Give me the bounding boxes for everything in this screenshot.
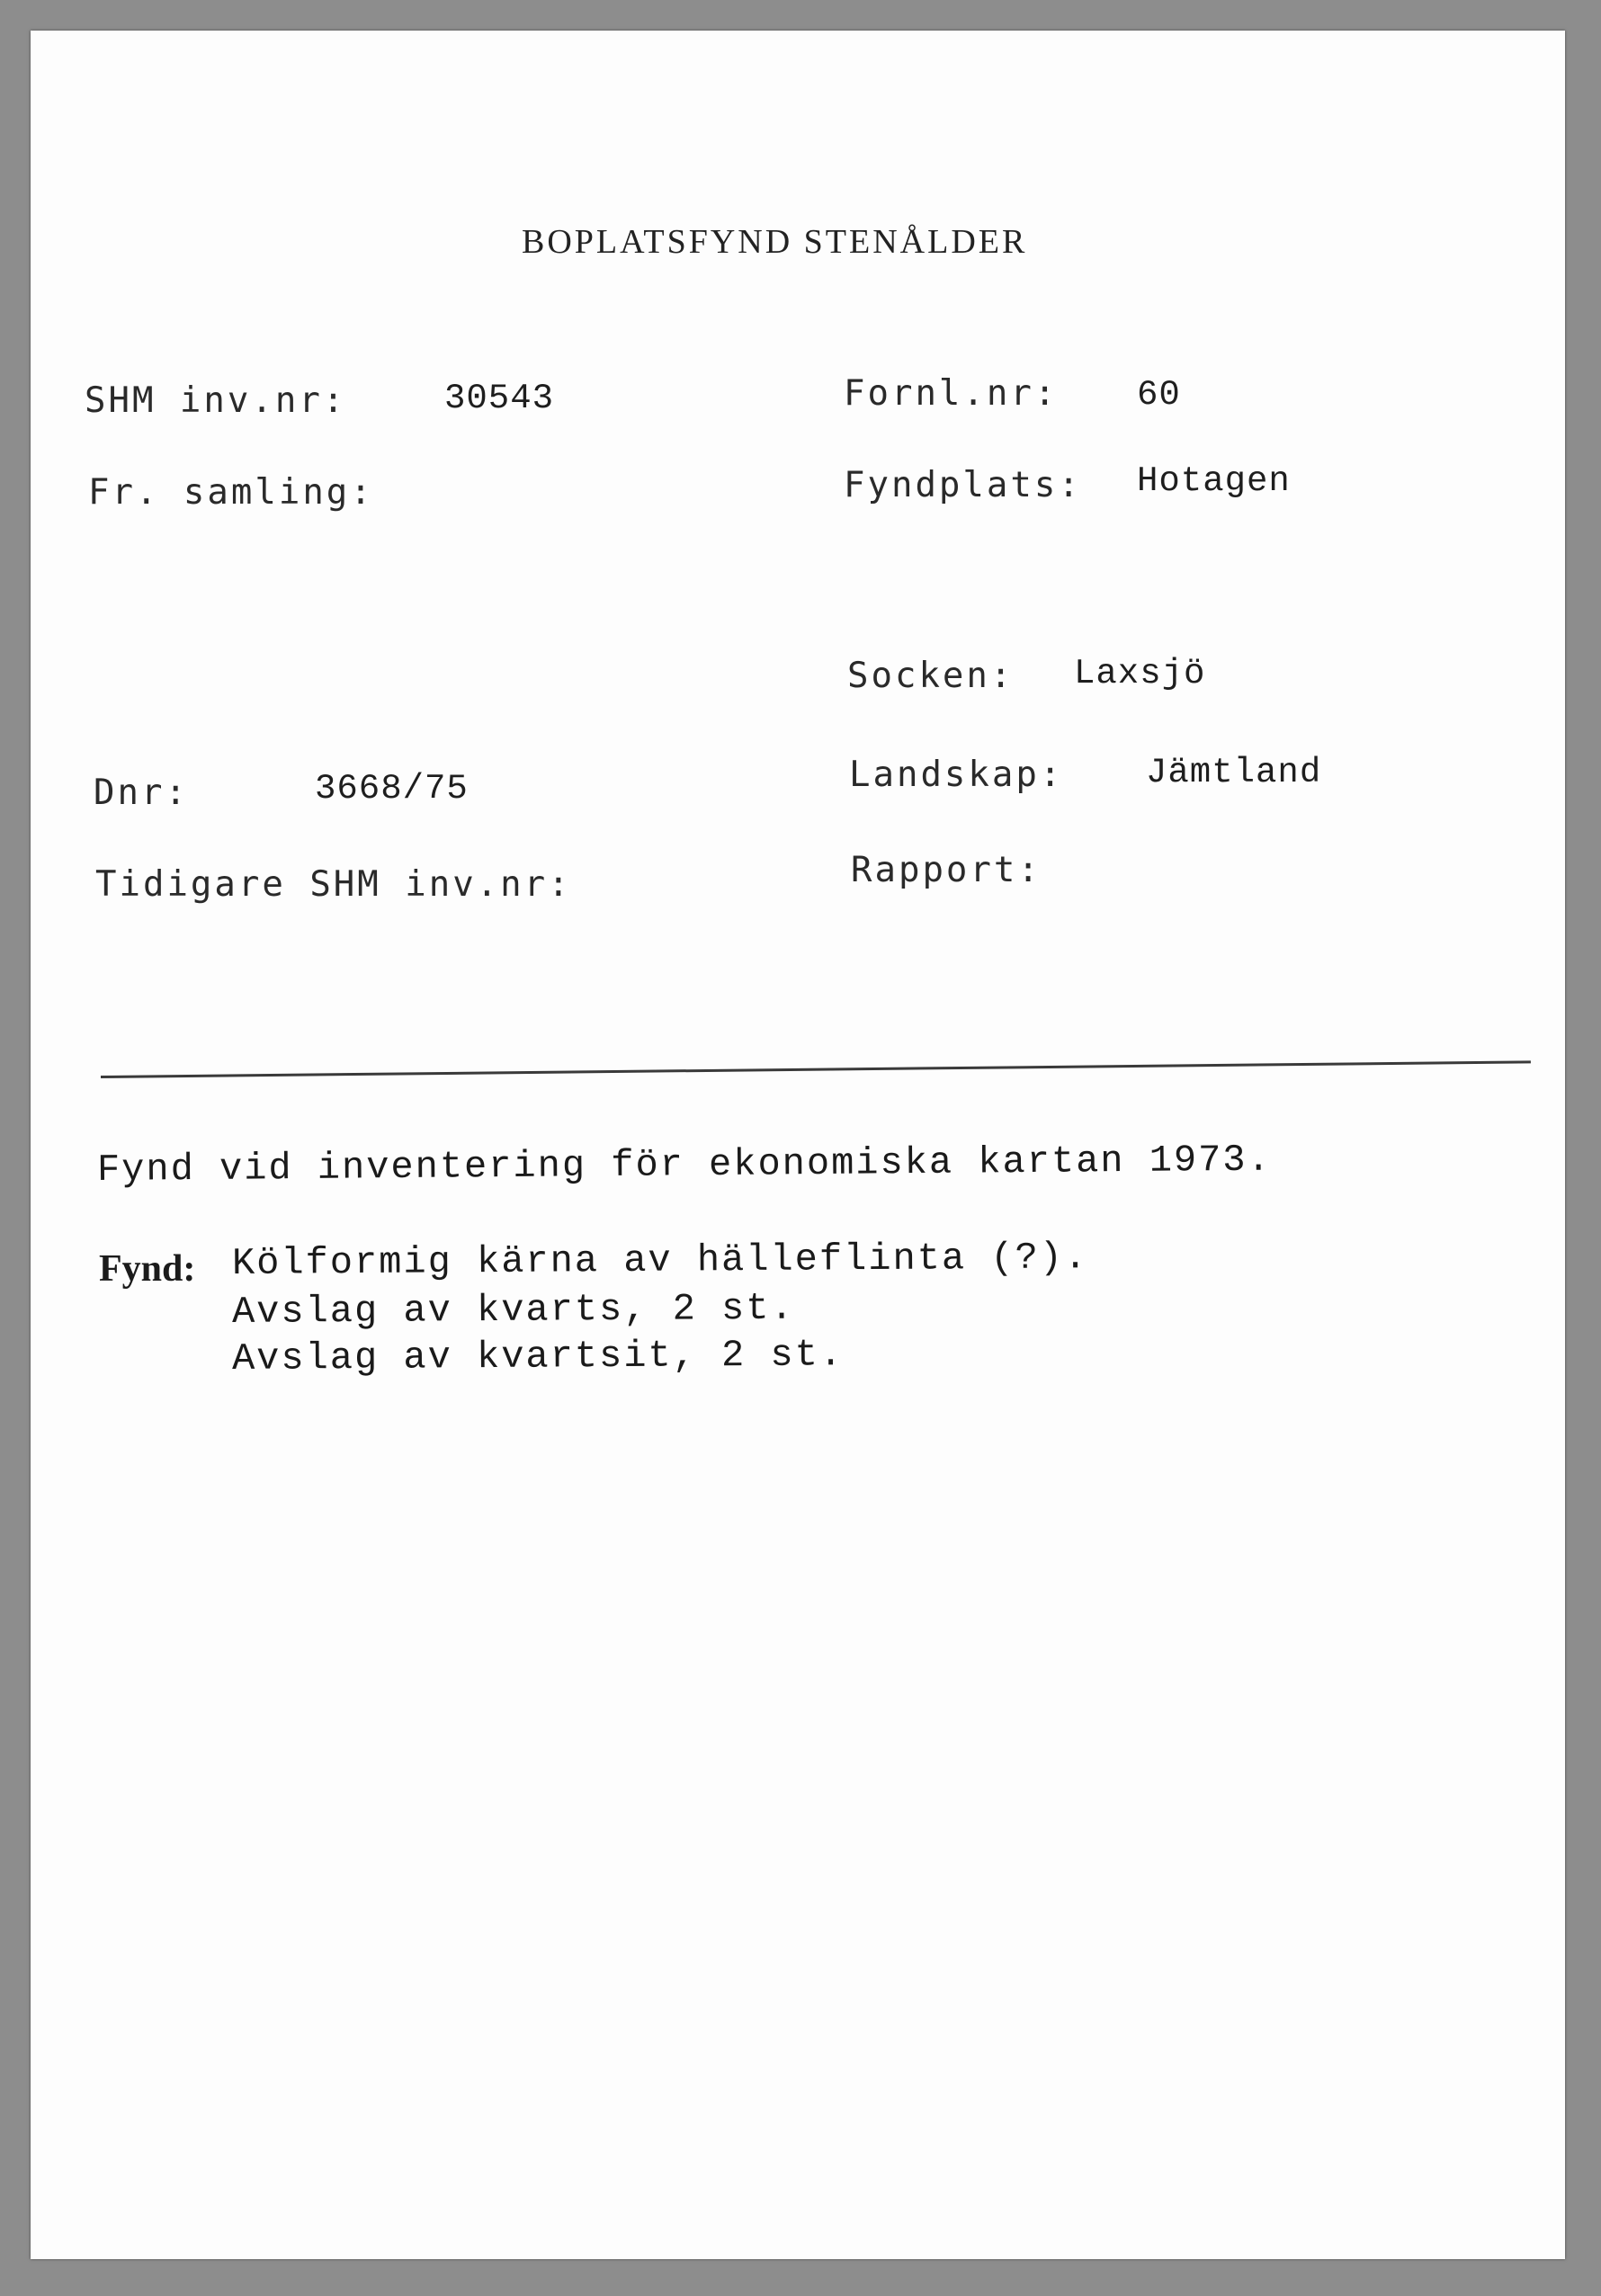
- fr-samling-label: Fr. samling:: [88, 472, 374, 513]
- dnr-value: 3668/75: [315, 769, 469, 809]
- card-title: BOPLATSFYND STENÅLDER: [522, 223, 1028, 261]
- intro-text: Fynd vid inventering för ekonomiska kartan 1973.: [96, 1138, 1272, 1192]
- dnr-label: Dnr:: [94, 773, 189, 813]
- socken-value: Laxsjö: [1074, 654, 1206, 693]
- fornl-nr-value: 60: [1137, 375, 1181, 415]
- divider-line: [101, 1060, 1531, 1078]
- finds-label: Fynd:: [99, 1248, 196, 1290]
- fyndplats-label: Fyndplats:: [844, 465, 1082, 505]
- tidigare-shm-inv-nr-label: Tidigare SHM inv.nr:: [95, 864, 572, 905]
- shm-inv-nr-value: 30543: [444, 379, 555, 418]
- rapport-label: Rapport:: [851, 850, 1042, 890]
- catalog-card: [31, 31, 1565, 2259]
- landskap-value: Jämtland: [1146, 753, 1322, 792]
- fornl-nr-label: Fornl.nr:: [844, 373, 1059, 414]
- fyndplats-value: Hotagen: [1137, 461, 1291, 501]
- socken-label: Socken:: [847, 656, 1015, 696]
- shm-inv-nr-label: SHM inv.nr:: [85, 380, 347, 421]
- find-item: Kölformig kärna av hälleflinta (?).: [231, 1236, 1089, 1285]
- find-item: Avslag av kvarts, 2 st.: [231, 1286, 795, 1334]
- find-item: Avslag av kvartsit, 2 st.: [231, 1333, 845, 1380]
- landskap-label: Landskap:: [849, 755, 1064, 795]
